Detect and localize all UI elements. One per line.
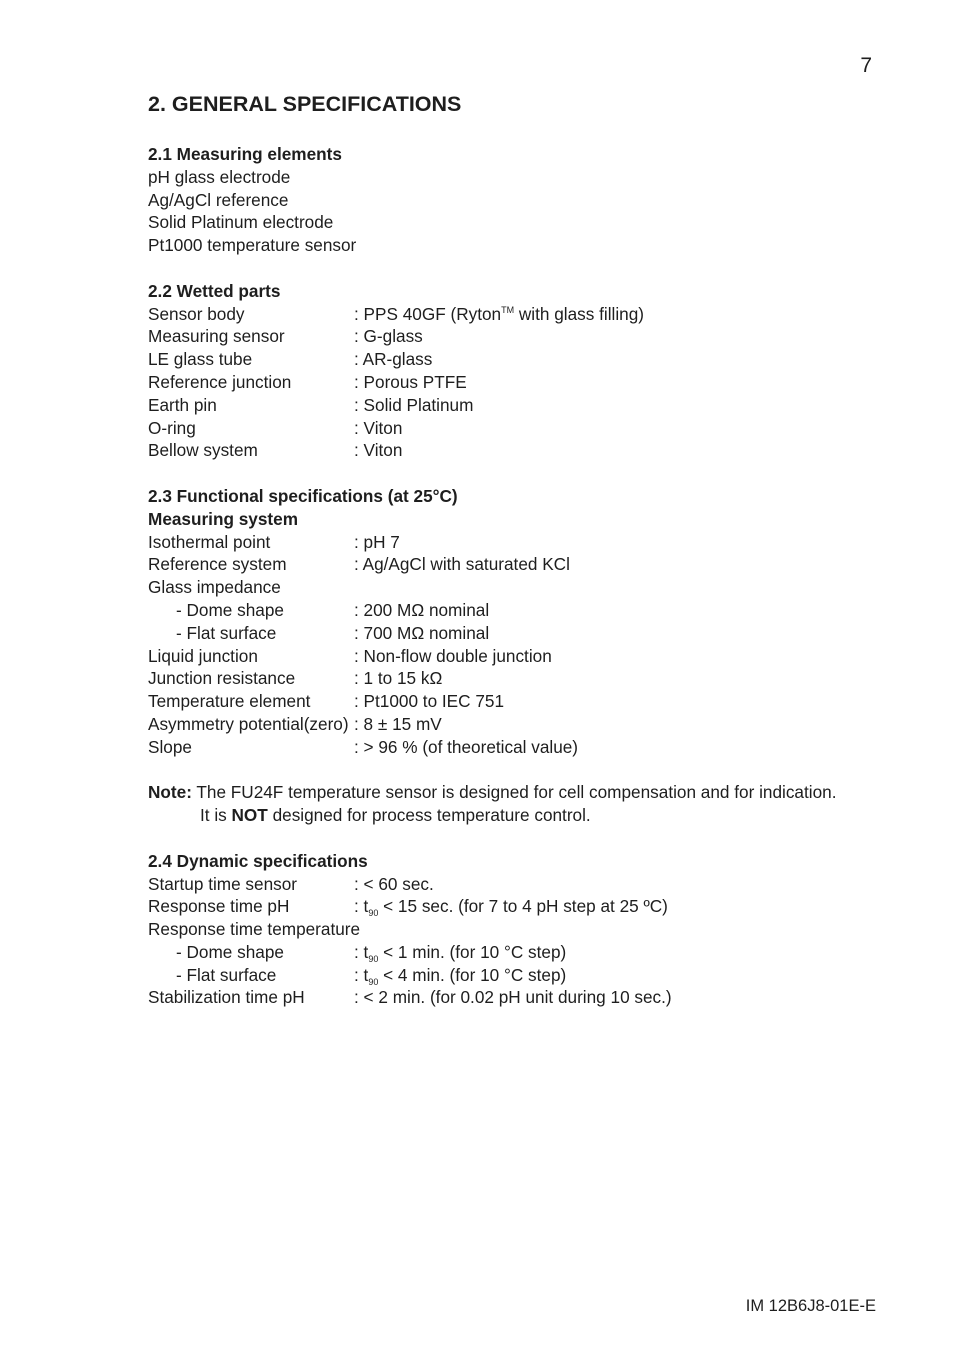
document-id-footer: IM 12B6J8-01E-E — [745, 1297, 876, 1315]
spec-label: - Flat surface — [176, 964, 277, 985]
spec-row — [148, 348, 878, 371]
spec-value: : 700 MΩ nominal — [354, 622, 490, 643]
spec-row — [148, 918, 878, 941]
spec-label: Temperature element — [148, 691, 311, 712]
section-dynamic-specifications — [148, 850, 878, 1010]
spec-row — [148, 667, 878, 690]
section-heading: 2.2 Wetted parts — [148, 280, 281, 301]
list-item: Pt1000 temperature sensor — [148, 235, 357, 256]
note-text: It is — [200, 805, 232, 826]
spec-label: Startup time sensor — [148, 873, 298, 894]
spec-value — [354, 895, 878, 918]
spec-value — [354, 941, 878, 964]
document-body — [148, 90, 878, 1032]
note-emphasis: NOT — [231, 805, 268, 826]
spec-value — [354, 576, 878, 599]
section-heading: 2.4 Dynamic specifications — [148, 850, 368, 871]
section-functional-specifications — [148, 485, 878, 759]
section-heading: 2.1 Measuring elements — [148, 144, 342, 164]
spec-label: Bellow system — [148, 440, 258, 461]
spec-row — [148, 895, 878, 918]
subscript: 90 — [368, 953, 379, 964]
spec-label: Glass impedance — [148, 577, 281, 598]
spec-label: Asymmetry potential(zero) — [148, 713, 349, 734]
spec-value — [354, 303, 878, 326]
spec-value: : 1 to 15 kΩ — [354, 668, 443, 689]
spec-label: Sensor body — [148, 303, 245, 324]
spec-label: Measuring sensor — [148, 326, 285, 347]
spec-row — [148, 531, 878, 554]
spec-label: Stabilization time pH — [148, 987, 305, 1008]
spec-row — [148, 371, 878, 394]
spec-label: Reference system — [148, 554, 287, 575]
spec-row — [148, 599, 878, 622]
note-line — [148, 804, 878, 827]
spec-value: : AR-glass — [354, 349, 433, 370]
spec-value: : 200 MΩ nominal — [354, 599, 490, 620]
spec-row — [148, 736, 878, 759]
section-heading: 2.3 Functional specifications (at 25°C) — [148, 485, 458, 506]
list-item: Ag/AgCl reference — [148, 189, 289, 210]
section-wetted-parts — [148, 280, 878, 462]
spec-row — [148, 986, 878, 1009]
spec-value-text: with glass filling) — [514, 303, 645, 324]
spec-row — [148, 713, 878, 736]
list-item: pH glass electrode — [148, 166, 291, 187]
note-label: Note: — [148, 782, 192, 803]
spec-value: : pH 7 — [354, 531, 400, 552]
page-title: 2. GENERAL SPECIFICATIONS — [148, 92, 462, 116]
spec-value: : 8 ± 15 mV — [354, 713, 442, 734]
note-text: designed for process temperature control. — [267, 805, 591, 826]
list-item: Solid Platinum electrode — [148, 212, 334, 233]
spec-value: : Viton — [354, 440, 403, 461]
spec-value: : Ag/AgCl with saturated KCl — [354, 554, 570, 575]
page-number: 7 — [860, 54, 872, 77]
spec-row — [148, 439, 878, 462]
spec-row — [148, 645, 878, 668]
spec-row — [148, 417, 878, 440]
subscript: 90 — [368, 908, 379, 919]
spec-value — [354, 964, 878, 987]
spec-label: - Flat surface — [176, 622, 277, 643]
spec-value-text: < 1 min. (for 10 °C step) — [378, 941, 567, 962]
spec-value-text: : t — [354, 964, 369, 985]
spec-label: LE glass tube — [148, 349, 253, 370]
spec-value: : > 96 % (of theoretical value) — [354, 736, 579, 757]
spec-label: Earth pin — [148, 394, 217, 415]
spec-row — [148, 873, 878, 896]
spec-value: : Pt1000 to IEC 751 — [354, 691, 505, 712]
spec-label: Reference junction — [148, 371, 292, 392]
spec-value: : Solid Platinum — [354, 394, 474, 415]
spec-label: Junction resistance — [148, 668, 296, 689]
spec-label: - Dome shape — [176, 941, 284, 962]
spec-label: Liquid junction — [148, 645, 258, 666]
spec-row — [148, 941, 878, 964]
spec-value-text: : PPS 40GF (Ryton — [354, 303, 502, 324]
subscript: 90 — [368, 976, 379, 987]
spec-label: Slope — [148, 736, 192, 757]
spec-value-text: : t — [354, 941, 369, 962]
spec-value — [354, 918, 878, 941]
spec-row — [148, 325, 878, 348]
subsection-heading: Measuring system — [148, 508, 298, 529]
spec-row — [148, 303, 878, 326]
spec-value-text: : t — [354, 896, 369, 917]
spec-value: : G-glass — [354, 326, 423, 347]
spec-value: : < 2 min. (for 0.02 pH unit during 10 sec.) — [354, 987, 672, 1008]
spec-row — [148, 394, 878, 417]
note-line — [148, 781, 878, 804]
spec-value-text: < 15 sec. (for 7 to 4 pH step at 25 ºC) — [378, 896, 668, 917]
spec-label: - Dome shape — [176, 599, 284, 620]
spec-label: Response time pH — [148, 896, 290, 917]
note-text: The FU24F temperature sensor is designed for cell compensation and for indication. — [191, 782, 837, 803]
spec-label: Response time temperature — [148, 919, 361, 940]
spec-label: O-ring — [148, 417, 196, 438]
spec-value: : Viton — [354, 417, 403, 438]
spec-value: : Porous PTFE — [354, 371, 467, 392]
spec-label: Isothermal point — [148, 531, 271, 552]
spec-row — [148, 553, 878, 576]
spec-value-text: < 4 min. (for 10 °C step) — [378, 964, 567, 985]
trademark-mark: TM — [501, 304, 515, 315]
section-measuring-elements — [148, 143, 878, 257]
spec-value: : Non-flow double junction — [354, 645, 552, 666]
spec-value: : < 60 sec. — [354, 873, 434, 894]
spec-row — [148, 964, 878, 987]
note-block — [148, 781, 878, 827]
spec-row — [148, 622, 878, 645]
spec-row — [148, 690, 878, 713]
spec-row — [148, 576, 878, 599]
